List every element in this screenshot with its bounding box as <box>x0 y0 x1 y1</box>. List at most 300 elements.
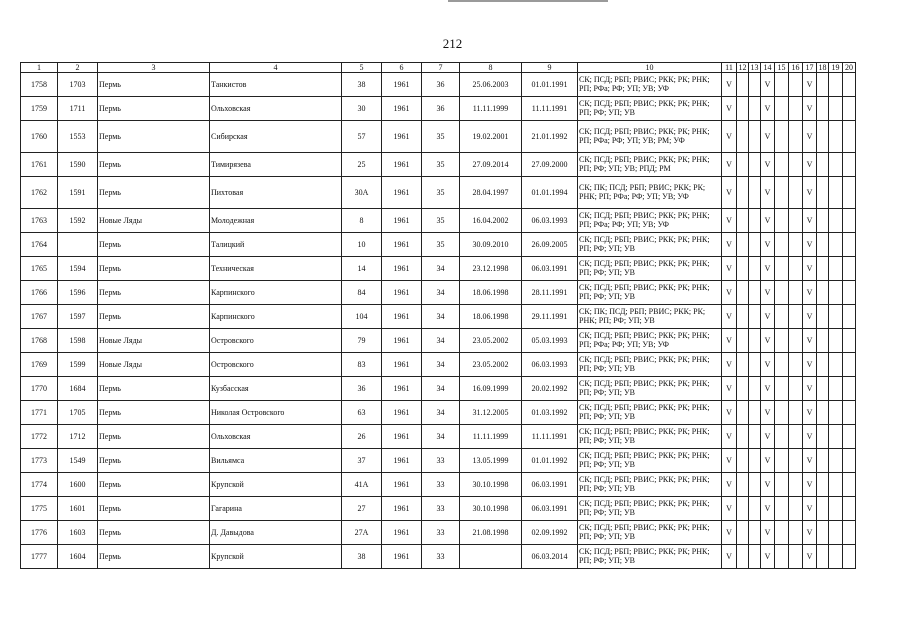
mark-14-cell: V <box>761 353 775 377</box>
mark-12-cell <box>737 153 749 177</box>
object-id-cell: 1705 <box>58 401 98 425</box>
mark-18-cell <box>817 121 829 153</box>
mark-19-cell <box>829 305 843 329</box>
mark-14-cell: V <box>761 177 775 209</box>
row-number-cell: 1766 <box>21 281 58 305</box>
column-number-5: 5 <box>342 63 382 73</box>
column-number-15: 15 <box>775 63 789 73</box>
mark-12-cell <box>737 257 749 281</box>
mark-18-cell <box>817 233 829 257</box>
zone-cell: 34 <box>422 401 460 425</box>
mark-13-cell <box>749 257 761 281</box>
column-number-9: 9 <box>522 63 578 73</box>
column-number-19: 19 <box>829 63 843 73</box>
table-row <box>21 377 856 401</box>
zone-cell: 34 <box>422 305 460 329</box>
house-number-cell: 63 <box>342 401 382 425</box>
mark-20-cell <box>843 177 856 209</box>
codes-cell: СК; ПСД; РБП; РВИС; РКК; РК; РНК; РП; РФ; УП; УВ <box>578 353 722 377</box>
column-number-row <box>21 63 856 73</box>
table-row <box>21 73 856 97</box>
mark-15-cell <box>775 521 789 545</box>
mark-17-cell: V <box>803 473 817 497</box>
mark-19-cell <box>829 73 843 97</box>
mark-12-cell <box>737 425 749 449</box>
mark-16-cell <box>789 177 803 209</box>
mark-19-cell <box>829 121 843 153</box>
year-cell: 1961 <box>382 353 422 377</box>
mark-18-cell <box>817 153 829 177</box>
mark-20-cell <box>843 353 856 377</box>
mark-18-cell <box>817 497 829 521</box>
mark-18-cell <box>817 305 829 329</box>
date-2-cell: 01.01.1991 <box>522 73 578 97</box>
mark-17-cell: V <box>803 377 817 401</box>
year-cell: 1961 <box>382 497 422 521</box>
settlement-cell: Пермь <box>98 97 210 121</box>
zone-cell: 35 <box>422 121 460 153</box>
mark-12-cell <box>737 473 749 497</box>
mark-16-cell <box>789 233 803 257</box>
year-cell: 1961 <box>382 73 422 97</box>
date-2-cell: 11.11.1991 <box>522 425 578 449</box>
street-cell: Николая Островского <box>210 401 342 425</box>
mark-19-cell <box>829 449 843 473</box>
zone-cell: 35 <box>422 209 460 233</box>
mark-11-cell: V <box>722 377 737 401</box>
mark-20-cell <box>843 305 856 329</box>
row-number-cell: 1764 <box>21 233 58 257</box>
object-id-cell: 1590 <box>58 153 98 177</box>
mark-14-cell: V <box>761 209 775 233</box>
house-number-cell: 25 <box>342 153 382 177</box>
zone-cell: 33 <box>422 521 460 545</box>
settlement-cell: Пермь <box>98 425 210 449</box>
date-1-cell: 13.05.1999 <box>460 449 522 473</box>
column-number-1: 1 <box>21 63 58 73</box>
row-number-cell: 1772 <box>21 425 58 449</box>
year-cell: 1961 <box>382 97 422 121</box>
codes-cell: СК; ПСД; РБП; РВИС; РКК; РК; РНК; РП; РФ; УП; УВ <box>578 473 722 497</box>
mark-20-cell <box>843 233 856 257</box>
mark-17-cell: V <box>803 209 817 233</box>
date-1-cell: 31.12.2005 <box>460 401 522 425</box>
mark-20-cell <box>843 425 856 449</box>
mark-12-cell <box>737 121 749 153</box>
mark-14-cell: V <box>761 233 775 257</box>
mark-11-cell: V <box>722 73 737 97</box>
mark-11-cell: V <box>722 425 737 449</box>
codes-cell: СК; ПК; ПСД; РБП; РВИС; РКК; РК; РНК; РП; РФ; УП; УВ <box>578 305 722 329</box>
codes-cell: СК; ПСД; РБП; РВИС; РКК; РК; РНК; РП; РФа; РФ; УП; УВ; УФ <box>578 209 722 233</box>
house-number-cell: 57 <box>342 121 382 153</box>
mark-18-cell <box>817 377 829 401</box>
mark-17-cell: V <box>803 449 817 473</box>
mark-14-cell: V <box>761 73 775 97</box>
mark-17-cell: V <box>803 425 817 449</box>
mark-14-cell: V <box>761 305 775 329</box>
year-cell: 1961 <box>382 521 422 545</box>
mark-15-cell <box>775 153 789 177</box>
date-2-cell: 28.11.1991 <box>522 281 578 305</box>
mark-15-cell <box>775 209 789 233</box>
mark-16-cell <box>789 449 803 473</box>
settlement-cell: Пермь <box>98 449 210 473</box>
house-number-cell: 30А <box>342 177 382 209</box>
date-1-cell: 18.06.1998 <box>460 281 522 305</box>
codes-cell: СК; ПСД; РБП; РВИС; РКК; РК; РНК; РП; РФ; УП; УВ <box>578 521 722 545</box>
row-number-cell: 1773 <box>21 449 58 473</box>
zone-cell: 36 <box>422 97 460 121</box>
settlement-cell: Пермь <box>98 377 210 401</box>
date-1-cell: 16.09.1999 <box>460 377 522 401</box>
date-1-cell: 23.12.1998 <box>460 257 522 281</box>
street-cell: Тимирязева <box>210 153 342 177</box>
street-cell: Гагарина <box>210 497 342 521</box>
column-number-2: 2 <box>58 63 98 73</box>
row-number-cell: 1777 <box>21 545 58 569</box>
settlement-cell: Пермь <box>98 73 210 97</box>
mark-13-cell <box>749 449 761 473</box>
codes-cell: СК; ПК; ПСД; РБП; РВИС; РКК; РК; РНК; РП; РФа; РФ; УП; УВ; УФ <box>578 177 722 209</box>
object-id-cell: 1594 <box>58 257 98 281</box>
mark-12-cell <box>737 353 749 377</box>
object-id-cell: 1553 <box>58 121 98 153</box>
mark-15-cell <box>775 233 789 257</box>
year-cell: 1961 <box>382 545 422 569</box>
mark-15-cell <box>775 97 789 121</box>
mark-17-cell: V <box>803 97 817 121</box>
street-cell: Вильямса <box>210 449 342 473</box>
column-number-7: 7 <box>422 63 460 73</box>
mark-12-cell <box>737 329 749 353</box>
date-2-cell: 06.03.1993 <box>522 209 578 233</box>
codes-cell: СК; ПСД; РБП; РВИС; РКК; РК; РНК; РП; РФ; УП; УВ <box>578 257 722 281</box>
date-2-cell: 06.03.1993 <box>522 353 578 377</box>
mark-16-cell <box>789 353 803 377</box>
street-cell: Кузбасская <box>210 377 342 401</box>
zone-cell: 33 <box>422 473 460 497</box>
mark-16-cell <box>789 209 803 233</box>
house-number-cell: 8 <box>342 209 382 233</box>
mark-12-cell <box>737 97 749 121</box>
house-number-cell: 41А <box>342 473 382 497</box>
mark-17-cell: V <box>803 121 817 153</box>
year-cell: 1961 <box>382 401 422 425</box>
mark-11-cell: V <box>722 449 737 473</box>
mark-13-cell <box>749 177 761 209</box>
row-number-cell: 1759 <box>21 97 58 121</box>
zone-cell: 34 <box>422 425 460 449</box>
settlement-cell: Новые Ляды <box>98 329 210 353</box>
mark-13-cell <box>749 425 761 449</box>
street-cell: Танкистов <box>210 73 342 97</box>
column-number-12: 12 <box>738 63 747 72</box>
settlement-cell: Пермь <box>98 521 210 545</box>
table-row <box>21 97 856 121</box>
year-cell: 1961 <box>382 377 422 401</box>
mark-19-cell <box>829 497 843 521</box>
settlement-cell: Пермь <box>98 177 210 209</box>
mark-17-cell: V <box>803 305 817 329</box>
mark-16-cell <box>789 425 803 449</box>
street-cell: Пихтовая <box>210 177 342 209</box>
street-cell: Карпинского <box>210 281 342 305</box>
mark-19-cell <box>829 97 843 121</box>
date-1-cell: 19.02.2001 <box>460 121 522 153</box>
mark-11-cell: V <box>722 473 737 497</box>
mark-18-cell <box>817 401 829 425</box>
mark-14-cell: V <box>761 473 775 497</box>
mark-12-cell <box>737 73 749 97</box>
settlement-cell: Пермь <box>98 257 210 281</box>
mark-11-cell: V <box>722 329 737 353</box>
mark-13-cell <box>749 233 761 257</box>
zone-cell: 33 <box>422 497 460 521</box>
date-1-cell: 27.09.2014 <box>460 153 522 177</box>
mark-13-cell <box>749 353 761 377</box>
mark-20-cell <box>843 377 856 401</box>
mark-17-cell: V <box>803 153 817 177</box>
codes-cell: СК; ПСД; РБП; РВИС; РКК; РК; РНК; РП; РФ; УП; УВ <box>578 97 722 121</box>
mark-18-cell <box>817 281 829 305</box>
codes-cell: СК; ПСД; РБП; РВИС; РКК; РК; РНК; РП; РФ; УП; УВ <box>578 401 722 425</box>
mark-20-cell <box>843 257 856 281</box>
mark-13-cell <box>749 153 761 177</box>
mark-18-cell <box>817 73 829 97</box>
mark-13-cell <box>749 497 761 521</box>
mark-12-cell <box>737 233 749 257</box>
codes-cell: СК; ПСД; РБП; РВИС; РКК; РК; РНК; РП; РФ; УП; УВ <box>578 425 722 449</box>
row-number-cell: 1761 <box>21 153 58 177</box>
mark-13-cell <box>749 401 761 425</box>
mark-11-cell: V <box>722 281 737 305</box>
street-cell: Островского <box>210 329 342 353</box>
mark-18-cell <box>817 209 829 233</box>
house-number-cell: 83 <box>342 353 382 377</box>
mark-20-cell <box>843 209 856 233</box>
row-number-cell: 1769 <box>21 353 58 377</box>
date-1-cell: 30.10.1998 <box>460 497 522 521</box>
mark-14-cell: V <box>761 97 775 121</box>
mark-15-cell <box>775 473 789 497</box>
date-2-cell: 01.01.1994 <box>522 177 578 209</box>
mark-12-cell <box>737 449 749 473</box>
mark-14-cell: V <box>761 425 775 449</box>
mark-15-cell <box>775 305 789 329</box>
mark-16-cell <box>789 497 803 521</box>
table-row <box>21 449 856 473</box>
mark-16-cell <box>789 121 803 153</box>
mark-18-cell <box>817 473 829 497</box>
mark-14-cell: V <box>761 153 775 177</box>
table-row <box>21 497 856 521</box>
street-cell: Карпинского <box>210 305 342 329</box>
settlement-cell: Пермь <box>98 401 210 425</box>
mark-20-cell <box>843 521 856 545</box>
column-number-6: 6 <box>382 63 422 73</box>
mark-11-cell: V <box>722 257 737 281</box>
object-id-cell: 1597 <box>58 305 98 329</box>
year-cell: 1961 <box>382 177 422 209</box>
object-id-cell: 1599 <box>58 353 98 377</box>
settlement-cell: Пермь <box>98 121 210 153</box>
row-number-cell: 1765 <box>21 257 58 281</box>
year-cell: 1961 <box>382 153 422 177</box>
row-number-cell: 1767 <box>21 305 58 329</box>
mark-11-cell: V <box>722 121 737 153</box>
row-number-cell: 1776 <box>21 521 58 545</box>
street-cell: Техническая <box>210 257 342 281</box>
object-id-cell: 1703 <box>58 73 98 97</box>
mark-14-cell: V <box>761 281 775 305</box>
mark-13-cell <box>749 377 761 401</box>
table-row <box>21 305 856 329</box>
object-id-cell: 1601 <box>58 497 98 521</box>
mark-17-cell: V <box>803 177 817 209</box>
mark-12-cell <box>737 545 749 569</box>
date-1-cell: 16.04.2002 <box>460 209 522 233</box>
mark-18-cell <box>817 97 829 121</box>
date-2-cell: 05.03.1993 <box>522 329 578 353</box>
object-id-cell: 1711 <box>58 97 98 121</box>
street-cell: Ольховская <box>210 97 342 121</box>
mark-16-cell <box>789 73 803 97</box>
mark-17-cell: V <box>803 233 817 257</box>
date-2-cell: 06.03.1991 <box>522 473 578 497</box>
object-id-cell: 1600 <box>58 473 98 497</box>
object-id-cell: 1592 <box>58 209 98 233</box>
street-cell: Ольховская <box>210 425 342 449</box>
table-row <box>21 153 856 177</box>
date-1-cell: 11.11.1999 <box>460 425 522 449</box>
house-number-cell: 37 <box>342 449 382 473</box>
mark-16-cell <box>789 97 803 121</box>
mark-15-cell <box>775 257 789 281</box>
street-cell: Молодежная <box>210 209 342 233</box>
date-2-cell: 27.09.2000 <box>522 153 578 177</box>
house-number-cell: 27 <box>342 497 382 521</box>
street-cell: Сибирская <box>210 121 342 153</box>
column-number-16: 16 <box>789 63 803 73</box>
mark-15-cell <box>775 329 789 353</box>
mark-20-cell <box>843 281 856 305</box>
mark-20-cell <box>843 97 856 121</box>
mark-14-cell: V <box>761 329 775 353</box>
mark-15-cell <box>775 425 789 449</box>
row-number-cell: 1770 <box>21 377 58 401</box>
date-1-cell: 21.08.1998 <box>460 521 522 545</box>
codes-cell: СК; ПСД; РБП; РВИС; РКК; РК; РНК; РП; РФ; УП; УВ <box>578 545 722 569</box>
column-number-14: 14 <box>761 63 775 73</box>
codes-cell: СК; ПСД; РБП; РВИС; РКК; РК; РНК; РП; РФ; УП; УВ <box>578 233 722 257</box>
mark-11-cell: V <box>722 153 737 177</box>
settlement-cell: Пермь <box>98 281 210 305</box>
mark-12-cell <box>737 177 749 209</box>
table-row <box>21 329 856 353</box>
row-number-cell: 1775 <box>21 497 58 521</box>
street-cell: Островского <box>210 353 342 377</box>
mark-19-cell <box>829 473 843 497</box>
mark-13-cell <box>749 305 761 329</box>
mark-14-cell: V <box>761 121 775 153</box>
table-row <box>21 473 856 497</box>
mark-20-cell <box>843 121 856 153</box>
mark-20-cell <box>843 473 856 497</box>
mark-19-cell <box>829 153 843 177</box>
mark-16-cell <box>789 153 803 177</box>
mark-11-cell: V <box>722 305 737 329</box>
mark-17-cell: V <box>803 329 817 353</box>
mark-15-cell <box>775 281 789 305</box>
mark-19-cell <box>829 233 843 257</box>
codes-cell: СК; ПСД; РБП; РВИС; РКК; РК; РНК; РП; РФа; РФ; УП; УВ; УФ <box>578 329 722 353</box>
mark-18-cell <box>817 425 829 449</box>
date-2-cell: 29.11.1991 <box>522 305 578 329</box>
mark-15-cell <box>775 73 789 97</box>
codes-cell: СК; ПСД; РБП; РВИС; РКК; РК; РНК; РП; РФ; УП; УВ <box>578 497 722 521</box>
mark-15-cell <box>775 353 789 377</box>
mark-16-cell <box>789 329 803 353</box>
table-row <box>21 353 856 377</box>
date-2-cell: 01.03.1992 <box>522 401 578 425</box>
date-2-cell: 02.09.1992 <box>522 521 578 545</box>
mark-14-cell: V <box>761 449 775 473</box>
mark-13-cell <box>749 545 761 569</box>
date-2-cell: 21.01.1992 <box>522 121 578 153</box>
house-number-cell: 27А <box>342 521 382 545</box>
mark-18-cell <box>817 353 829 377</box>
table-row <box>21 209 856 233</box>
mark-15-cell <box>775 497 789 521</box>
mark-13-cell <box>749 97 761 121</box>
mark-15-cell <box>775 121 789 153</box>
mark-19-cell <box>829 377 843 401</box>
street-cell: Талицкий <box>210 233 342 257</box>
date-1-cell: 18.06.1998 <box>460 305 522 329</box>
mark-13-cell <box>749 73 761 97</box>
settlement-cell: Пермь <box>98 233 210 257</box>
table-row <box>21 233 856 257</box>
date-1-cell: 11.11.1999 <box>460 97 522 121</box>
house-number-cell: 38 <box>342 545 382 569</box>
mark-12-cell <box>737 305 749 329</box>
date-2-cell: 26.09.2005 <box>522 233 578 257</box>
mark-17-cell: V <box>803 353 817 377</box>
mark-20-cell <box>843 153 856 177</box>
codes-cell: СК; ПСД; РБП; РВИС; РКК; РК; РНК; РП; РФ; УП; УВ <box>578 281 722 305</box>
mark-13-cell <box>749 521 761 545</box>
table-row <box>21 281 856 305</box>
settlement-cell: Пермь <box>98 305 210 329</box>
mark-12-cell <box>737 497 749 521</box>
mark-16-cell <box>789 545 803 569</box>
date-2-cell: 06.03.1991 <box>522 497 578 521</box>
column-number-4: 4 <box>210 63 342 73</box>
mark-17-cell: V <box>803 545 817 569</box>
mark-18-cell <box>817 257 829 281</box>
table-row <box>21 401 856 425</box>
mark-11-cell: V <box>722 545 737 569</box>
mark-13-cell <box>749 281 761 305</box>
mark-15-cell <box>775 545 789 569</box>
object-id-cell: 1598 <box>58 329 98 353</box>
mark-14-cell: V <box>761 401 775 425</box>
column-number-8: 8 <box>460 63 522 73</box>
year-cell: 1961 <box>382 257 422 281</box>
mark-16-cell <box>789 401 803 425</box>
date-1-cell <box>460 545 522 569</box>
